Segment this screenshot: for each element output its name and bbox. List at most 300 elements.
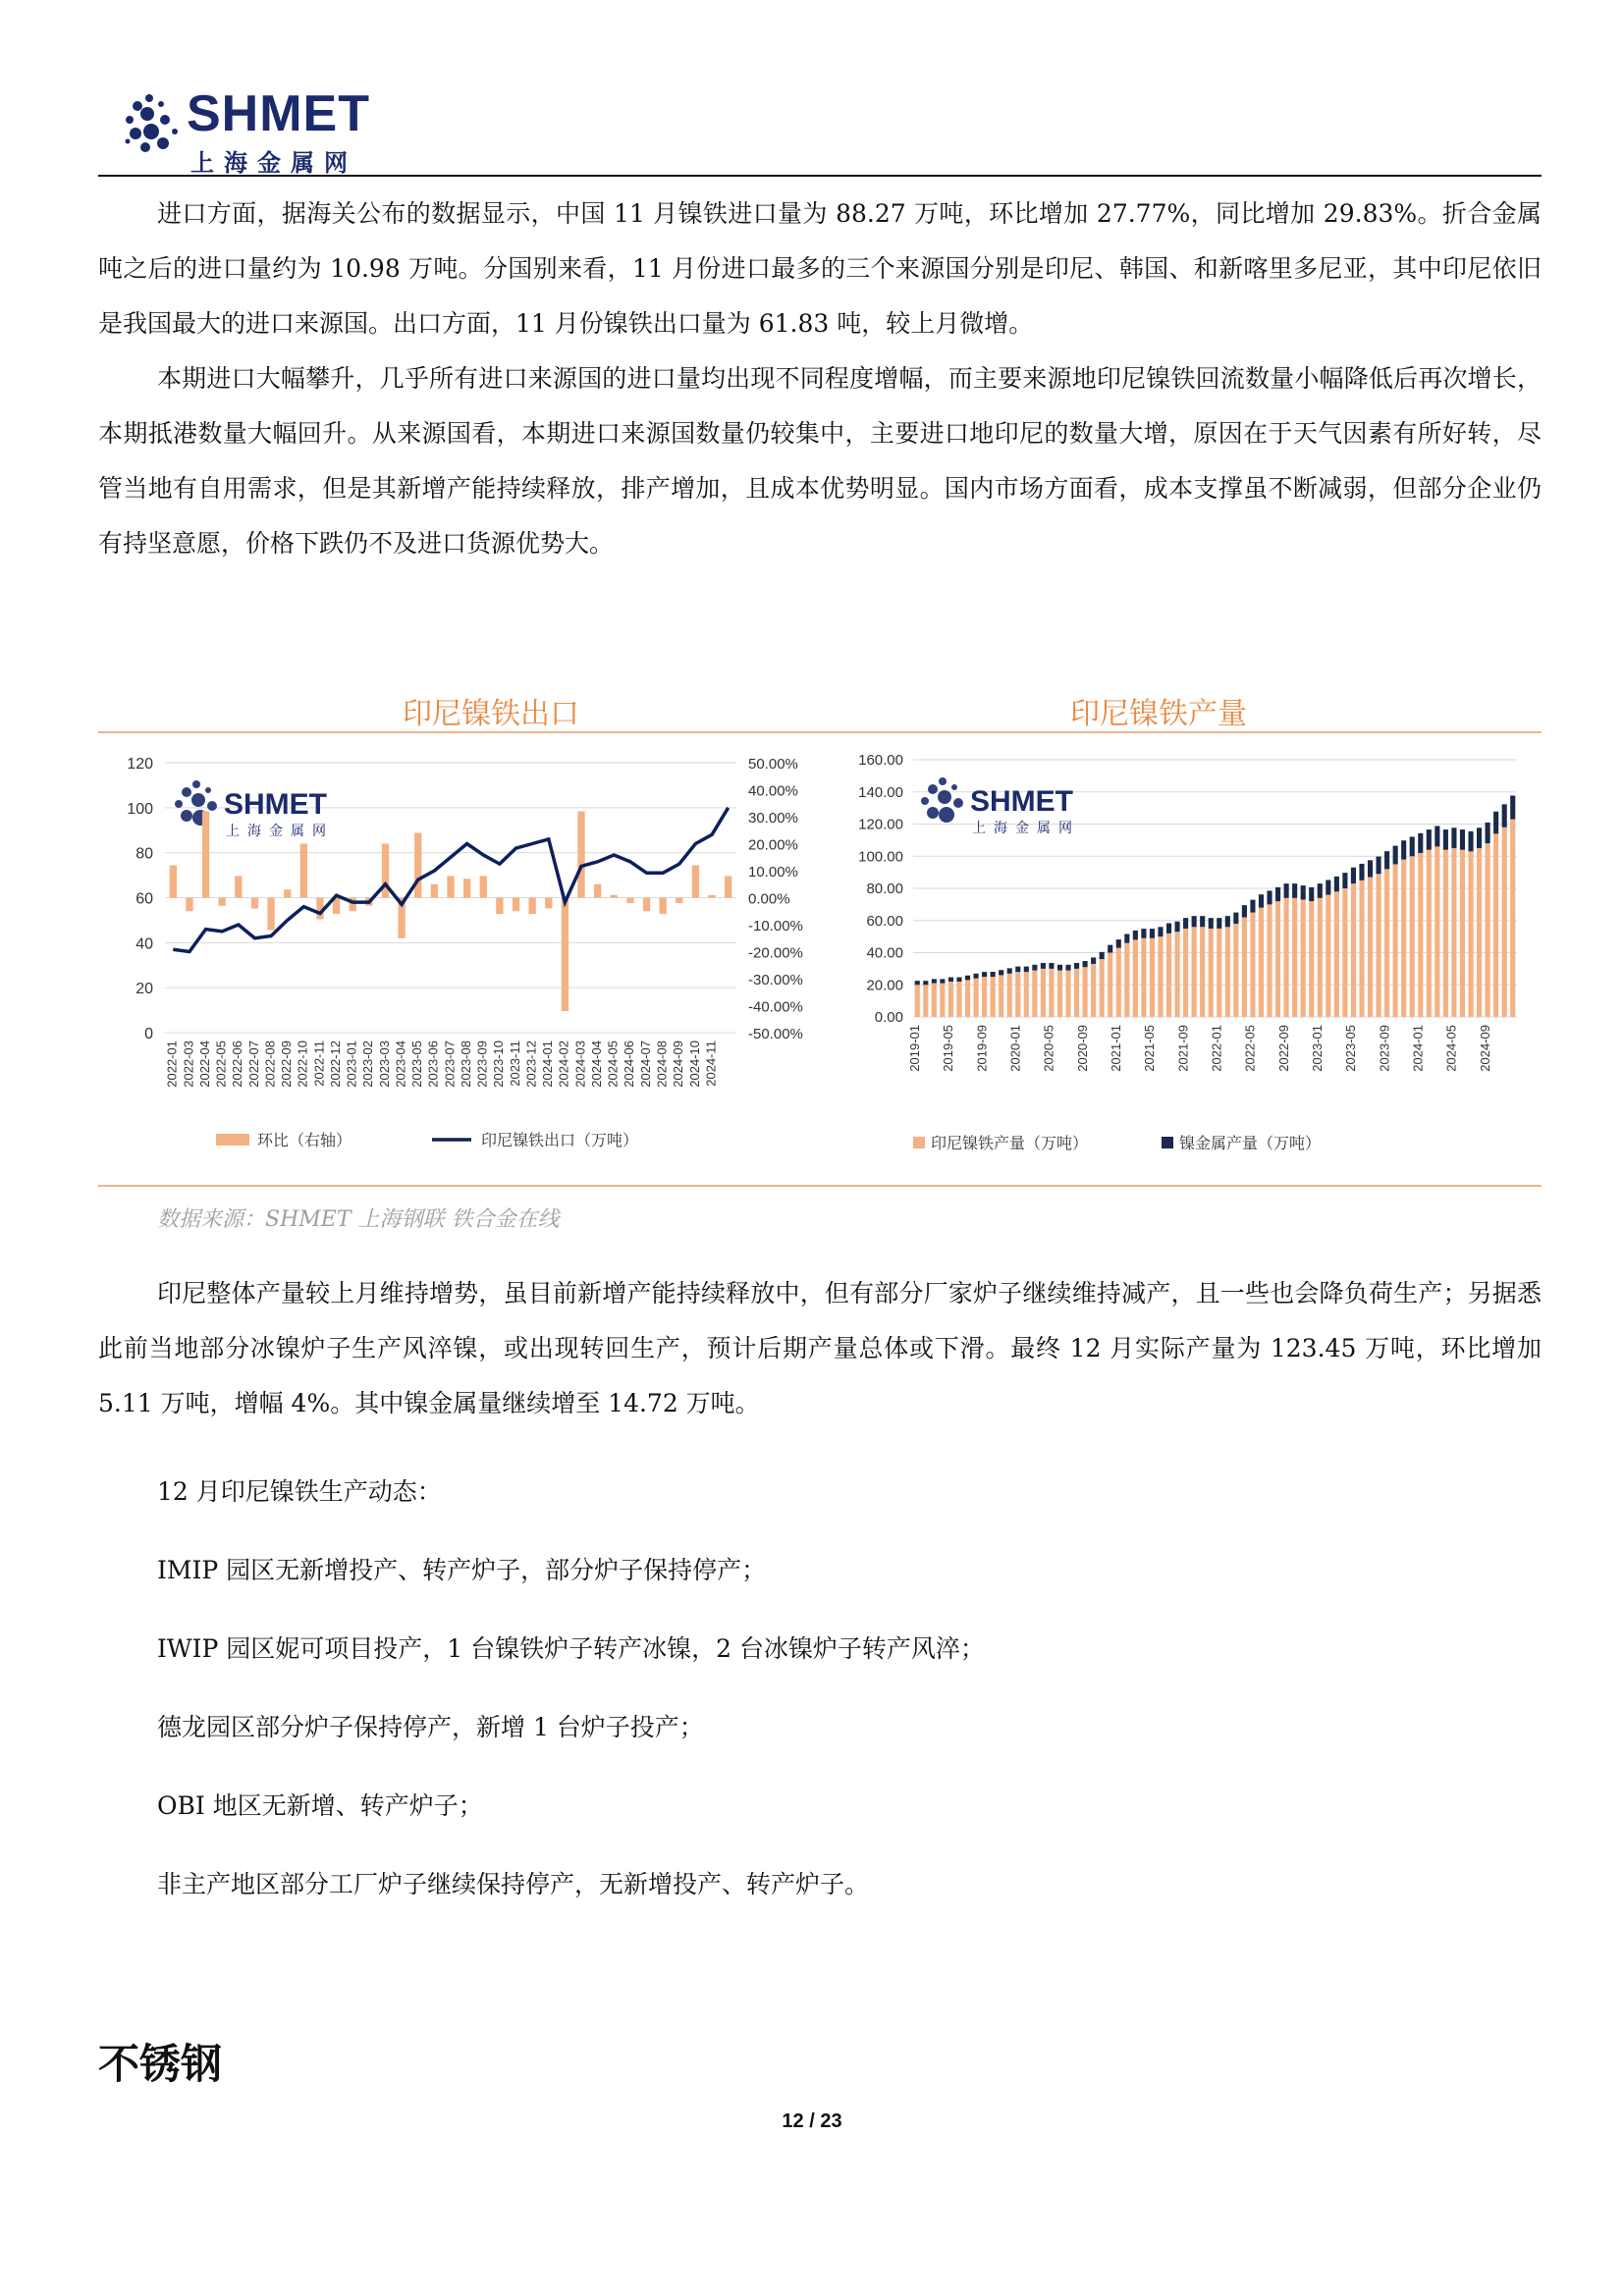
legend-label-mom: 环比（右轴） bbox=[257, 1133, 352, 1149]
nickel-metal-bar bbox=[1460, 829, 1465, 850]
y-tick-right: -20.00% bbox=[748, 944, 803, 962]
nickel-metal-bar bbox=[1359, 864, 1364, 881]
npi-output-bar bbox=[1049, 969, 1054, 1017]
mom-bar bbox=[170, 866, 177, 898]
y-tick-right: -50.00% bbox=[748, 1026, 803, 1042]
mom-bar bbox=[626, 898, 633, 904]
x-tick-label: 2020-09 bbox=[1074, 1025, 1090, 1072]
mom-bar bbox=[202, 812, 209, 898]
npi-output-bar bbox=[1032, 971, 1037, 1017]
npi-output-bar bbox=[932, 984, 937, 1017]
x-tick-label: 2021-05 bbox=[1142, 1025, 1158, 1072]
x-tick-label: 2019-05 bbox=[941, 1025, 956, 1072]
x-tick-label: 2024-07 bbox=[637, 1041, 653, 1088]
mom-bar bbox=[611, 895, 618, 898]
x-tick-label: 2023-09 bbox=[474, 1041, 490, 1088]
npi-output-bar bbox=[1233, 924, 1238, 1017]
npi-output-bar bbox=[1267, 904, 1272, 1017]
nickel-metal-bar bbox=[1427, 829, 1432, 850]
npi-output-bar bbox=[1158, 936, 1163, 1017]
npi-output-bar bbox=[1124, 943, 1129, 1017]
npi-output-bar bbox=[1007, 974, 1012, 1017]
x-tick-label: 2023-05 bbox=[1343, 1025, 1359, 1072]
npi-output-bar bbox=[1141, 938, 1146, 1017]
npi-output-bar bbox=[1368, 878, 1373, 1017]
production-chart bbox=[830, 738, 1537, 1180]
nickel-metal-bar bbox=[1410, 836, 1415, 856]
watermark-dot bbox=[192, 780, 200, 788]
y-tick-right: 0.00% bbox=[748, 890, 790, 908]
nickel-metal-bar bbox=[1301, 885, 1306, 899]
legend-swatch-npi bbox=[913, 1137, 925, 1148]
npi-output-bar bbox=[1486, 843, 1490, 1017]
npi-output-bar bbox=[1166, 934, 1171, 1017]
nickel-metal-bar bbox=[1065, 965, 1070, 971]
npi-output-bar bbox=[1342, 888, 1347, 1017]
npi-output-bar bbox=[1217, 929, 1221, 1017]
npi-output-bar bbox=[1377, 874, 1381, 1017]
mom-bar bbox=[496, 898, 503, 915]
y-tick-left: 60 bbox=[135, 890, 153, 908]
nickel-metal-bar bbox=[1477, 828, 1482, 848]
mom-bar bbox=[219, 898, 226, 906]
nickel-metal-bar bbox=[1377, 857, 1381, 875]
npi-output-bar bbox=[1183, 929, 1188, 1017]
npi-output-bar bbox=[1024, 972, 1029, 1017]
legend-swatch-nickel bbox=[1162, 1137, 1173, 1148]
list-item: OBI 地区无新增、转产炉子； bbox=[157, 1791, 483, 1820]
nickel-metal-bar bbox=[1250, 900, 1255, 913]
x-tick-label: 2022-08 bbox=[262, 1041, 278, 1088]
watermark-dot bbox=[928, 784, 938, 794]
watermark-dot bbox=[938, 790, 951, 804]
nickel-metal-bar bbox=[1334, 877, 1339, 891]
mom-bar bbox=[251, 898, 258, 909]
nickel-metal-bar bbox=[1401, 840, 1406, 859]
npi-output-bar bbox=[1116, 948, 1121, 1017]
npi-output-bar bbox=[948, 982, 953, 1017]
npi-output-bar bbox=[1209, 929, 1214, 1017]
npi-output-bar bbox=[1275, 901, 1280, 1017]
x-tick-label: 2024-10 bbox=[686, 1041, 702, 1088]
watermark-dot bbox=[207, 801, 217, 811]
npi-output-bar bbox=[974, 979, 979, 1017]
mom-bar bbox=[463, 879, 470, 897]
watermark-subtitle: 上海金属网 bbox=[226, 823, 334, 838]
x-tick-label: 2022-04 bbox=[196, 1041, 212, 1088]
nickel-metal-bar bbox=[1133, 931, 1138, 939]
npi-output-bar bbox=[982, 977, 987, 1017]
y-tick-right: 20.00% bbox=[748, 836, 798, 854]
x-tick-label: 2024-09 bbox=[671, 1041, 686, 1088]
x-tick-label: 2022-01 bbox=[1209, 1025, 1224, 1072]
mom-bar bbox=[692, 866, 699, 898]
nickel-metal-bar bbox=[1368, 860, 1373, 877]
mom-bar bbox=[594, 884, 601, 898]
npi-output-bar bbox=[1108, 953, 1112, 1018]
legend-label-npi: 印尼镍铁产量（万吨） bbox=[931, 1136, 1089, 1152]
x-tick-label: 2024-06 bbox=[622, 1041, 637, 1088]
watermark-dot bbox=[927, 807, 939, 819]
x-tick-label: 2024-05 bbox=[1443, 1025, 1459, 1072]
mom-bar bbox=[431, 884, 438, 898]
nickel-metal-bar bbox=[1083, 961, 1088, 967]
npi-output-bar bbox=[1468, 851, 1473, 1017]
legend-label-nickel: 镍金属产量（万吨） bbox=[1179, 1136, 1322, 1152]
mom-bar bbox=[528, 898, 535, 915]
mom-bar bbox=[284, 889, 291, 897]
x-tick-label: 2023-01 bbox=[344, 1041, 359, 1088]
nickel-metal-bar bbox=[948, 978, 953, 982]
nickel-metal-bar bbox=[1486, 823, 1490, 843]
mom-bar bbox=[660, 898, 667, 915]
nickel-metal-bar bbox=[1443, 829, 1448, 850]
x-tick-label: 2022-05 bbox=[1242, 1025, 1258, 1072]
watermark-dot bbox=[953, 798, 963, 808]
nickel-metal-bar bbox=[1292, 883, 1297, 898]
x-tick-label: 2024-05 bbox=[605, 1041, 621, 1088]
legend-swatch-mom bbox=[216, 1134, 249, 1146]
npi-output-bar bbox=[1292, 898, 1297, 1017]
nickel-metal-bar bbox=[991, 972, 996, 977]
y-tick-right: 40.00% bbox=[748, 782, 798, 800]
npi-output-bar bbox=[1318, 898, 1323, 1017]
nickel-metal-bar bbox=[1510, 795, 1515, 819]
watermark-dot bbox=[191, 793, 205, 807]
x-tick-label: 2024-02 bbox=[556, 1041, 571, 1088]
nickel-metal-bar bbox=[1267, 890, 1272, 904]
x-tick-label: 2019-09 bbox=[974, 1025, 990, 1072]
x-tick-label: 2023-07 bbox=[442, 1041, 458, 1088]
nickel-metal-bar bbox=[1435, 826, 1439, 846]
npi-output-bar bbox=[1460, 850, 1465, 1017]
y-tick-right: -30.00% bbox=[748, 972, 803, 988]
brand-name: SHMET bbox=[187, 85, 370, 142]
npi-output-bar bbox=[1301, 899, 1306, 1017]
x-tick-label: 2023-09 bbox=[1377, 1025, 1392, 1072]
mom-bar bbox=[562, 898, 568, 1012]
nickel-metal-bar bbox=[1024, 967, 1029, 973]
x-tick-label: 2023-12 bbox=[523, 1041, 539, 1088]
source-note: 数据来源：SHMET 上海钢联 铁合金在线 bbox=[157, 1207, 560, 1232]
npi-output-bar bbox=[1065, 971, 1070, 1017]
list-item: IMIP 园区无新增投产、转产炉子，部分炉子保持停产； bbox=[157, 1556, 767, 1584]
watermark-dot bbox=[182, 787, 191, 797]
nickel-metal-bar bbox=[1074, 963, 1079, 969]
nickel-metal-bar bbox=[1342, 873, 1347, 888]
nickel-metal-bar bbox=[1418, 833, 1423, 853]
npi-output-bar bbox=[1074, 969, 1079, 1017]
nickel-metal-bar bbox=[1242, 905, 1247, 917]
npi-output-bar bbox=[1510, 820, 1515, 1017]
npi-output-bar bbox=[1041, 969, 1046, 1017]
nickel-metal-bar bbox=[1225, 916, 1230, 927]
nickel-metal-bar bbox=[1007, 968, 1012, 973]
list-item: 非主产地区部分工厂炉子继续保持停产，无新增投产、转产炉子。 bbox=[157, 1870, 870, 1898]
x-tick-label: 2022-09 bbox=[279, 1041, 295, 1088]
paragraph-import: 进口方面，据海关公布的数据显示，中国 11 月镍铁进口量为 88.27 万吨，环比增加 27.77%，同比增加 29.83%。折合金属吨之后的进口量约为 10.98 万吨。分国别来看，11 月份进口最多的三个来源国分别是印尼、韩国、和新喀里多尼亚，其中印尼依旧是我国最大的进口来源国。出口方面，11 月份镍铁出口量为 61.83 吨，较上月微增。 bbox=[98, 199, 1542, 338]
nickel-metal-bar bbox=[1502, 804, 1507, 827]
nickel-metal-bar bbox=[1091, 957, 1096, 964]
x-tick-label: 2024-09 bbox=[1477, 1025, 1492, 1072]
nickel-metal-bar bbox=[1015, 967, 1020, 973]
shmet-logo-icon bbox=[118, 86, 196, 165]
nickel-metal-bar bbox=[974, 974, 979, 979]
mom-bar bbox=[643, 898, 650, 912]
npi-output-bar bbox=[1334, 891, 1339, 1017]
x-tick-label: 2022-10 bbox=[295, 1041, 310, 1088]
npi-output-bar bbox=[999, 975, 1003, 1017]
npi-output-bar bbox=[1401, 860, 1406, 1017]
nickel-metal-bar bbox=[1384, 851, 1389, 869]
npi-output-bar bbox=[1351, 883, 1356, 1017]
x-tick-label: 2022-05 bbox=[213, 1041, 229, 1088]
y-tick: 140.00 bbox=[858, 783, 903, 801]
y-tick-right: -40.00% bbox=[748, 998, 803, 1016]
mom-bar bbox=[300, 844, 307, 898]
x-tick-label: 2024-11 bbox=[703, 1041, 719, 1087]
nickel-metal-bar bbox=[982, 972, 987, 977]
y-tick-right: 50.00% bbox=[748, 756, 798, 773]
npi-output-bar bbox=[1477, 848, 1482, 1017]
watermark-dot bbox=[939, 807, 954, 823]
npi-output-bar bbox=[1200, 927, 1205, 1017]
nickel-metal-bar bbox=[1158, 927, 1163, 936]
mom-bar bbox=[577, 812, 584, 898]
nickel-metal-bar bbox=[940, 979, 945, 983]
y-tick-right: 10.00% bbox=[748, 864, 798, 881]
npi-output-bar bbox=[1443, 850, 1448, 1017]
npi-output-bar bbox=[1057, 971, 1062, 1017]
nickel-metal-bar bbox=[1284, 883, 1289, 898]
y-tick: 40.00 bbox=[866, 944, 903, 962]
paragraph-analysis: 本期进口大幅攀升，几乎所有进口来源国的进口量均出现不同程度增幅，而主要来源地印尼镍铁回流数量小幅降低后再次增长，本期抵港数量大幅回升。从来源国看，本期进口来源国数量仍较集中，主要进口地印尼的数量大增，原因在于天气因素有所好转，尽管当地有自用需求，但是其新增产能持续释放，排产增加，且成本优势明显。国内市场方面看，成本支撑虽不断减弱，但部分企业仍有持坚意愿，价格下跌仍不及进口货源优势大。 bbox=[98, 364, 1542, 558]
paragraph-production: 印尼整体产量较上月维持增势，虽目前新增产能持续释放中，但有部分厂家炉子继续维持减产，且一些也会降负荷生产；另据悉此前当地部分冰镍炉子生产风淬镍，或出现转回生产，预计后期产量总体或下滑。最终 12 月实际产量为 123.45 万吨，环比增加 5.11 万吨，增幅 4%。其中镍金属量继续增至 14.72 万吨。 bbox=[98, 1279, 1542, 1417]
nickel-metal-bar bbox=[1124, 934, 1129, 943]
npi-output-bar bbox=[991, 977, 996, 1017]
npi-output-bar bbox=[1384, 869, 1389, 1017]
nickel-metal-bar bbox=[999, 970, 1003, 975]
nickel-metal-bar bbox=[1200, 916, 1205, 927]
npi-output-bar bbox=[1133, 939, 1138, 1017]
nickel-metal-bar bbox=[923, 981, 928, 985]
y-tick-left: 120 bbox=[127, 756, 153, 773]
export-chart bbox=[98, 738, 825, 1180]
npi-output-bar bbox=[1502, 828, 1507, 1017]
list-item: 德龙园区部分炉子保持停产，新增 1 台炉子投产； bbox=[157, 1713, 704, 1741]
npi-output-bar bbox=[1250, 913, 1255, 1017]
nickel-metal-bar bbox=[1326, 880, 1330, 894]
nickel-metal-bar bbox=[1100, 952, 1105, 959]
watermark-dot bbox=[939, 777, 947, 785]
x-tick-label: 2023-03 bbox=[376, 1041, 392, 1088]
nickel-metal-bar bbox=[1451, 828, 1456, 848]
nickel-metal-bar bbox=[965, 976, 970, 981]
y-tick: 60.00 bbox=[866, 912, 903, 930]
x-tick-label: 2023-04 bbox=[393, 1041, 408, 1088]
nickel-metal-bar bbox=[1318, 883, 1323, 898]
y-tick-left: 40 bbox=[135, 935, 153, 953]
y-tick: 80.00 bbox=[866, 881, 903, 897]
nickel-metal-bar bbox=[1351, 868, 1356, 883]
section-title: 不锈钢 bbox=[98, 2041, 223, 2087]
watermark-dot bbox=[181, 810, 192, 822]
y-tick-left: 80 bbox=[135, 845, 153, 863]
nickel-metal-bar bbox=[1175, 922, 1180, 932]
mom-bar bbox=[708, 895, 715, 898]
npi-output-bar bbox=[1100, 959, 1105, 1017]
x-tick-label: 2023-01 bbox=[1309, 1025, 1325, 1072]
nickel-metal-bar bbox=[915, 981, 920, 985]
mom-bar bbox=[545, 898, 552, 909]
npi-output-bar bbox=[1493, 833, 1498, 1017]
nickel-metal-bar bbox=[1259, 894, 1264, 907]
nickel-metal-bar bbox=[1057, 965, 1062, 971]
x-tick-label: 2023-02 bbox=[360, 1041, 376, 1088]
npi-output-bar bbox=[965, 980, 970, 1017]
npi-output-bar bbox=[1418, 853, 1423, 1017]
nickel-metal-bar bbox=[1166, 924, 1171, 934]
x-tick-label: 2022-01 bbox=[164, 1041, 180, 1088]
x-tick-label: 2022-03 bbox=[181, 1041, 196, 1088]
mom-bar bbox=[676, 898, 682, 904]
legend-label-export: 印尼镍铁出口（万吨） bbox=[481, 1133, 639, 1149]
npi-output-bar bbox=[1175, 932, 1180, 1017]
x-tick-label: 2023-06 bbox=[425, 1041, 441, 1088]
mom-bar bbox=[513, 898, 519, 912]
x-tick-label: 2019-01 bbox=[906, 1025, 922, 1072]
npi-output-bar bbox=[1225, 927, 1230, 1017]
x-tick-label: 2022-09 bbox=[1275, 1025, 1291, 1072]
mom-bar bbox=[725, 877, 731, 898]
npi-output-bar bbox=[1284, 898, 1289, 1017]
x-tick-label: 2024-01 bbox=[1410, 1025, 1426, 1072]
intro-text bbox=[98, 187, 1542, 571]
nickel-metal-bar bbox=[1468, 831, 1473, 851]
x-tick-label: 2022-07 bbox=[245, 1041, 261, 1088]
npi-output-bar bbox=[915, 985, 920, 1017]
npi-output-bar bbox=[923, 985, 928, 1017]
npi-output-bar bbox=[1192, 927, 1197, 1017]
x-tick-label: 2021-09 bbox=[1175, 1025, 1191, 1072]
x-tick-label: 2023-10 bbox=[491, 1041, 507, 1088]
npi-output-bar bbox=[1259, 908, 1264, 1017]
production-text bbox=[98, 1266, 1542, 1431]
nickel-metal-bar bbox=[1150, 929, 1155, 938]
npi-output-bar bbox=[1359, 881, 1364, 1017]
watermark-dot bbox=[951, 784, 957, 790]
y-tick-right: 30.00% bbox=[748, 810, 798, 827]
mom-bar bbox=[267, 898, 274, 931]
x-tick-label: 2024-03 bbox=[572, 1041, 588, 1088]
x-tick-label: 2023-11 bbox=[507, 1041, 522, 1087]
y-tick: 160.00 bbox=[858, 752, 903, 769]
npi-output-bar bbox=[1150, 938, 1155, 1017]
y-tick-left: 20 bbox=[135, 981, 153, 998]
x-tick-label: 2024-08 bbox=[654, 1041, 670, 1088]
list-item: IWIP 园区妮可项目投产，1 台镍铁炉子转产冰镍，2 台冰镍炉子转产风淬； bbox=[157, 1634, 985, 1663]
npi-output-bar bbox=[1435, 846, 1439, 1017]
nickel-metal-bar bbox=[1209, 918, 1214, 929]
watermark-dot bbox=[205, 787, 211, 793]
mom-bar bbox=[447, 877, 454, 898]
x-tick-label: 2022-11 bbox=[311, 1041, 327, 1087]
npi-output-bar bbox=[1326, 895, 1330, 1017]
y-tick-left: 100 bbox=[127, 800, 153, 818]
y-tick: 20.00 bbox=[866, 977, 903, 994]
x-tick-label: 2020-01 bbox=[1007, 1025, 1023, 1072]
x-tick-label: 2022-12 bbox=[327, 1041, 343, 1088]
npi-output-bar bbox=[956, 982, 961, 1017]
npi-output-bar bbox=[940, 984, 945, 1017]
x-tick-label: 2023-05 bbox=[409, 1041, 425, 1088]
x-tick-label: 2023-08 bbox=[458, 1041, 473, 1088]
watermark-dot bbox=[175, 800, 183, 808]
watermark-brand: SHMET bbox=[224, 788, 327, 821]
npi-output-bar bbox=[1393, 864, 1398, 1017]
y-tick: 100.00 bbox=[858, 848, 903, 866]
npi-output-bar bbox=[1451, 848, 1456, 1017]
y-tick: 120.00 bbox=[858, 816, 903, 833]
npi-output-bar bbox=[1427, 850, 1432, 1017]
page-header bbox=[98, 80, 1542, 177]
charts-panel bbox=[98, 698, 1542, 1187]
chart-title-export: 印尼镍铁出口 bbox=[403, 698, 579, 730]
y-tick: 0.00 bbox=[874, 1009, 903, 1026]
x-tick-label: 2022-06 bbox=[230, 1041, 245, 1088]
npi-output-bar bbox=[1091, 964, 1096, 1017]
chart-title-production: 印尼镍铁产量 bbox=[1070, 698, 1247, 730]
nickel-metal-bar bbox=[1141, 929, 1146, 938]
nickel-metal-bar bbox=[1041, 963, 1046, 969]
npi-output-bar bbox=[1242, 917, 1247, 1017]
x-tick-label: 2024-01 bbox=[540, 1041, 556, 1088]
nickel-metal-bar bbox=[956, 978, 961, 982]
nickel-metal-bar bbox=[1233, 913, 1238, 924]
nickel-metal-bar bbox=[1116, 939, 1121, 948]
npi-output-bar bbox=[1015, 972, 1020, 1017]
watermark-subtitle: 上海金属网 bbox=[972, 820, 1080, 835]
y-tick-right: -10.00% bbox=[748, 918, 803, 934]
nickel-metal-bar bbox=[1393, 846, 1398, 865]
nickel-metal-bar bbox=[1032, 965, 1037, 971]
watermark-dot bbox=[921, 797, 929, 805]
brand-subtitle: 上海金属网 bbox=[190, 148, 357, 177]
page-number: 12 / 23 bbox=[782, 2110, 842, 2132]
y-tick-left: 0 bbox=[144, 1026, 153, 1042]
nickel-metal-bar bbox=[1309, 887, 1314, 901]
nickel-metal-bar bbox=[1275, 887, 1280, 901]
watermark-brand: SHMET bbox=[970, 785, 1073, 818]
npi-output-bar bbox=[1410, 856, 1415, 1017]
mom-bar bbox=[186, 898, 192, 912]
x-tick-label: 2021-01 bbox=[1108, 1025, 1123, 1072]
nickel-metal-bar bbox=[1192, 916, 1197, 927]
x-tick-label: 2020-05 bbox=[1041, 1025, 1056, 1072]
npi-output-bar bbox=[1309, 901, 1314, 1017]
nickel-metal-bar bbox=[1217, 918, 1221, 929]
npi-output-bar bbox=[1083, 967, 1088, 1017]
nickel-metal-bar bbox=[1183, 918, 1188, 929]
mom-bar bbox=[480, 877, 487, 898]
mom-bar bbox=[235, 877, 242, 898]
nickel-metal-bar bbox=[1049, 963, 1054, 969]
mom-bar bbox=[414, 833, 421, 898]
nickel-metal-bar bbox=[932, 979, 937, 983]
x-tick-label: 2024-04 bbox=[588, 1041, 604, 1088]
list-title: 12 月印尼镍铁生产动态： bbox=[157, 1477, 442, 1506]
nickel-metal-bar bbox=[1493, 812, 1498, 834]
